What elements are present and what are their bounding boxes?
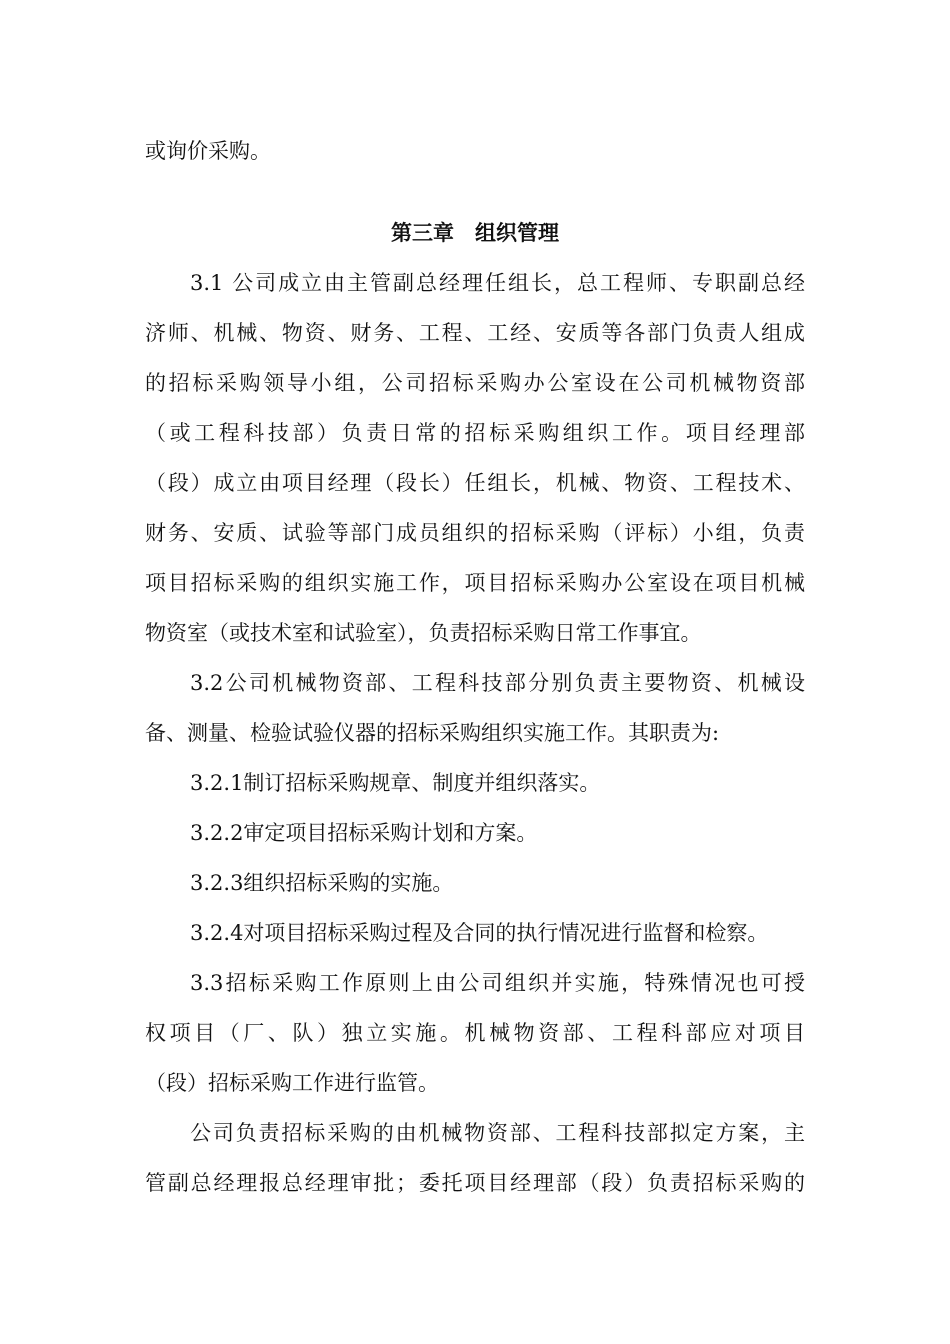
paragraph-line: 3.2公司机械物资部、工程科技部分别负责主要物资、机械设	[190, 671, 805, 695]
paragraph-line: 财务、安质、试验等部门成员组织的招标采购（评标）小组，负责	[145, 521, 805, 545]
paragraph-line: 3.3招标采购工作原则上由公司组织并实施，特殊情况也可授	[190, 971, 805, 995]
list-item: 3.2.1制订招标采购规章、制度并组织落实。	[190, 771, 601, 795]
paragraph-line: 济师、机械、物资、财务、工程、工经、安质等各部门负责人组成	[145, 321, 805, 345]
paragraph-line: 备、测量、检验试验仪器的招标采购组织实施工作。其职责为:	[145, 721, 720, 745]
paragraph-line: （段）招标采购工作进行监管。	[145, 1071, 439, 1095]
list-item: 3.2.4对项目招标采购过程及合同的执行情况进行监督和检察。	[190, 921, 769, 945]
paragraph-line: 的招标采购领导小组，公司招标采购办公室设在公司机械物资部	[145, 371, 805, 395]
paragraph-line: 3.1 公司成立由主管副总经理任组长，总工程师、专职副总经	[190, 271, 805, 295]
paragraph-line: （或工程科技部）负责日常的招标采购组织工作。项目经理部	[145, 421, 805, 445]
paragraph-line: 物资室（或技术室和试验室），负责招标采购日常工作事宜。	[145, 621, 702, 645]
opening-line: 或询价采购。	[145, 139, 271, 163]
paragraph-line: 权项目（厂、队）独立实施。机械物资部、工程科部应对项目	[145, 1021, 805, 1045]
list-item: 3.2.3组织招标采购的实施。	[190, 871, 454, 895]
paragraph-line: 项目招标采购的组织实施工作，项目招标采购办公室设在项目机械	[145, 571, 805, 595]
paragraph-line: 公司负责招标采购的由机械物资部、工程科技部拟定方案，主	[190, 1121, 805, 1145]
chapter-title: 第三章 组织管理	[391, 220, 559, 245]
paragraph-line: （段）成立由项目经理（段长）任组长，机械、物资、工程技术、	[145, 471, 805, 495]
paragraph-line: 管副总经理报总经理审批；委托项目经理部（段）负责招标采购的	[145, 1171, 805, 1195]
list-item: 3.2.2审定项目招标采购计划和方案。	[190, 821, 538, 845]
